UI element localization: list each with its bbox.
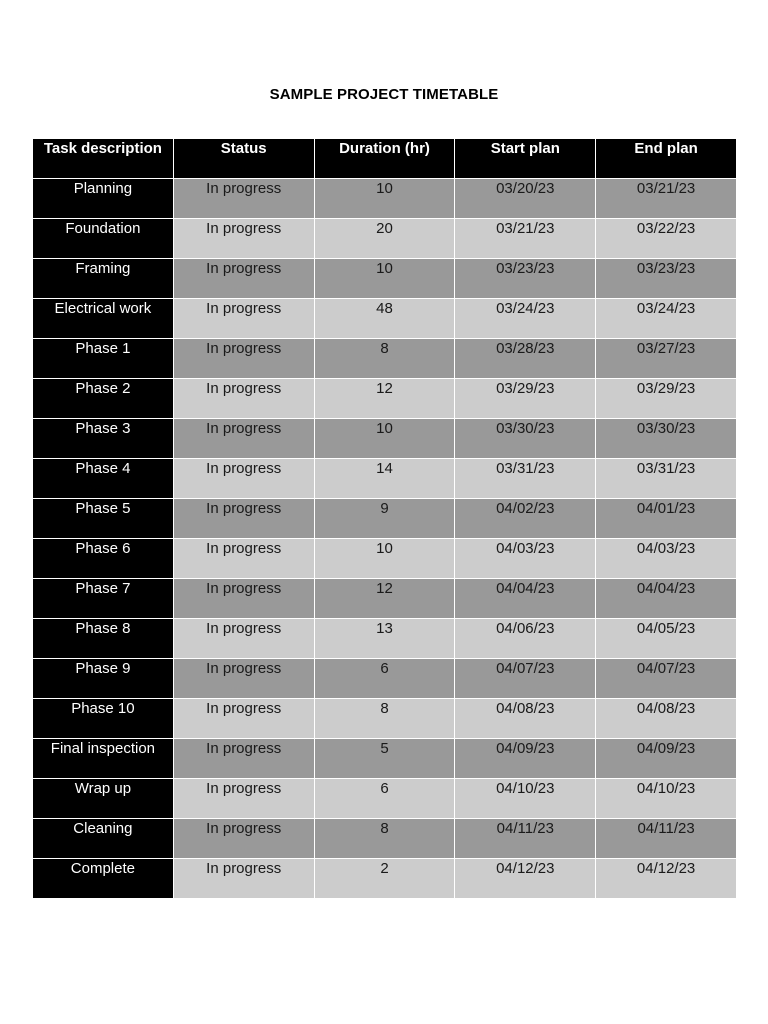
cell-end-plan: 03/27/23 [596,339,737,379]
cell-duration: 10 [314,539,455,579]
cell-task: Phase 2 [33,379,174,419]
cell-task: Framing [33,259,174,299]
header-start-plan: Start plan [455,139,596,179]
cell-task: Cleaning [33,819,174,859]
table-row [33,819,737,859]
cell-task: Phase 7 [33,579,174,619]
cell-end-plan: 03/31/23 [596,459,737,499]
cell-start-plan: 04/02/23 [455,499,596,539]
cell-task: Wrap up [33,779,174,819]
cell-end-plan: 04/04/23 [596,579,737,619]
cell-start-plan: 03/21/23 [455,219,596,259]
cell-start-plan: 04/09/23 [455,739,596,779]
cell-task: Foundation [33,219,174,259]
cell-start-plan: 03/29/23 [455,379,596,419]
cell-duration: 5 [314,739,455,779]
cell-duration: 13 [314,619,455,659]
cell-status: In progress [173,539,314,579]
cell-start-plan: 04/04/23 [455,579,596,619]
header-end-plan: End plan [596,139,737,179]
cell-task: Planning [33,179,174,219]
table-row [33,859,737,899]
cell-duration: 6 [314,779,455,819]
cell-start-plan: 03/30/23 [455,419,596,459]
cell-task: Phase 9 [33,659,174,699]
cell-end-plan: 03/22/23 [596,219,737,259]
header-status: Status [173,139,314,179]
cell-duration: 8 [314,699,455,739]
cell-end-plan: 03/24/23 [596,299,737,339]
cell-end-plan: 03/21/23 [596,179,737,219]
cell-duration: 48 [314,299,455,339]
header-duration: Duration (hr) [314,139,455,179]
table-header [33,139,737,179]
cell-start-plan: 03/20/23 [455,179,596,219]
table-row [33,499,737,539]
cell-task: Phase 10 [33,699,174,739]
cell-start-plan: 04/03/23 [455,539,596,579]
cell-start-plan: 04/10/23 [455,779,596,819]
cell-duration: 14 [314,459,455,499]
cell-status: In progress [173,459,314,499]
page-title: SAMPLE PROJECT TIMETABLE [269,86,499,103]
table-row [33,739,737,779]
cell-status: In progress [173,499,314,539]
header-row [33,139,737,179]
cell-task: Electrical work [33,299,174,339]
cell-duration: 10 [314,259,455,299]
cell-end-plan: 04/07/23 [596,659,737,699]
table-row [33,339,737,379]
cell-task: Phase 1 [33,339,174,379]
cell-status: In progress [173,619,314,659]
cell-end-plan: 03/29/23 [596,379,737,419]
cell-status: In progress [173,179,314,219]
cell-start-plan: 03/23/23 [455,259,596,299]
cell-end-plan: 04/03/23 [596,539,737,579]
cell-duration: 9 [314,499,455,539]
cell-start-plan: 03/24/23 [455,299,596,339]
cell-start-plan: 04/11/23 [455,819,596,859]
cell-status: In progress [173,739,314,779]
cell-status: In progress [173,259,314,299]
cell-duration: 6 [314,659,455,699]
cell-end-plan: 04/01/23 [596,499,737,539]
cell-start-plan: 03/31/23 [455,459,596,499]
cell-duration: 10 [314,179,455,219]
cell-duration: 10 [314,419,455,459]
cell-start-plan: 04/06/23 [455,619,596,659]
cell-duration: 8 [314,819,455,859]
table-row [33,579,737,619]
cell-duration: 20 [314,219,455,259]
table-row [33,379,737,419]
table-row [33,219,737,259]
header-task-description: Task description [33,139,174,179]
cell-end-plan: 04/10/23 [596,779,737,819]
cell-task: Phase 8 [33,619,174,659]
table-row [33,419,737,459]
cell-status: In progress [173,379,314,419]
cell-start-plan: 03/28/23 [455,339,596,379]
cell-status: In progress [173,859,314,899]
table-row [33,699,737,739]
cell-task: Complete [33,859,174,899]
cell-duration: 12 [314,379,455,419]
table-row [33,299,737,339]
table-row [33,779,737,819]
table-row [33,179,737,219]
cell-end-plan: 04/09/23 [596,739,737,779]
cell-task: Final inspection [33,739,174,779]
cell-task: Phase 4 [33,459,174,499]
table-row [33,619,737,659]
cell-status: In progress [173,579,314,619]
cell-duration: 8 [314,339,455,379]
cell-end-plan: 04/08/23 [596,699,737,739]
cell-end-plan: 03/23/23 [596,259,737,299]
cell-status: In progress [173,659,314,699]
cell-status: In progress [173,419,314,459]
cell-task: Phase 6 [33,539,174,579]
cell-end-plan: 04/11/23 [596,819,737,859]
cell-duration: 2 [314,859,455,899]
timetable [32,138,737,899]
cell-status: In progress [173,779,314,819]
cell-start-plan: 04/12/23 [455,859,596,899]
cell-status: In progress [173,819,314,859]
table-row [33,459,737,499]
table-body [33,179,737,899]
cell-task: Phase 5 [33,499,174,539]
table-row [33,539,737,579]
cell-status: In progress [173,339,314,379]
cell-status: In progress [173,299,314,339]
cell-end-plan: 04/12/23 [596,859,737,899]
cell-start-plan: 04/07/23 [455,659,596,699]
cell-end-plan: 04/05/23 [596,619,737,659]
table-row [33,259,737,299]
cell-end-plan: 03/30/23 [596,419,737,459]
cell-status: In progress [173,699,314,739]
cell-start-plan: 04/08/23 [455,699,596,739]
cell-duration: 12 [314,579,455,619]
cell-status: In progress [173,219,314,259]
cell-task: Phase 3 [33,419,174,459]
table-row [33,659,737,699]
